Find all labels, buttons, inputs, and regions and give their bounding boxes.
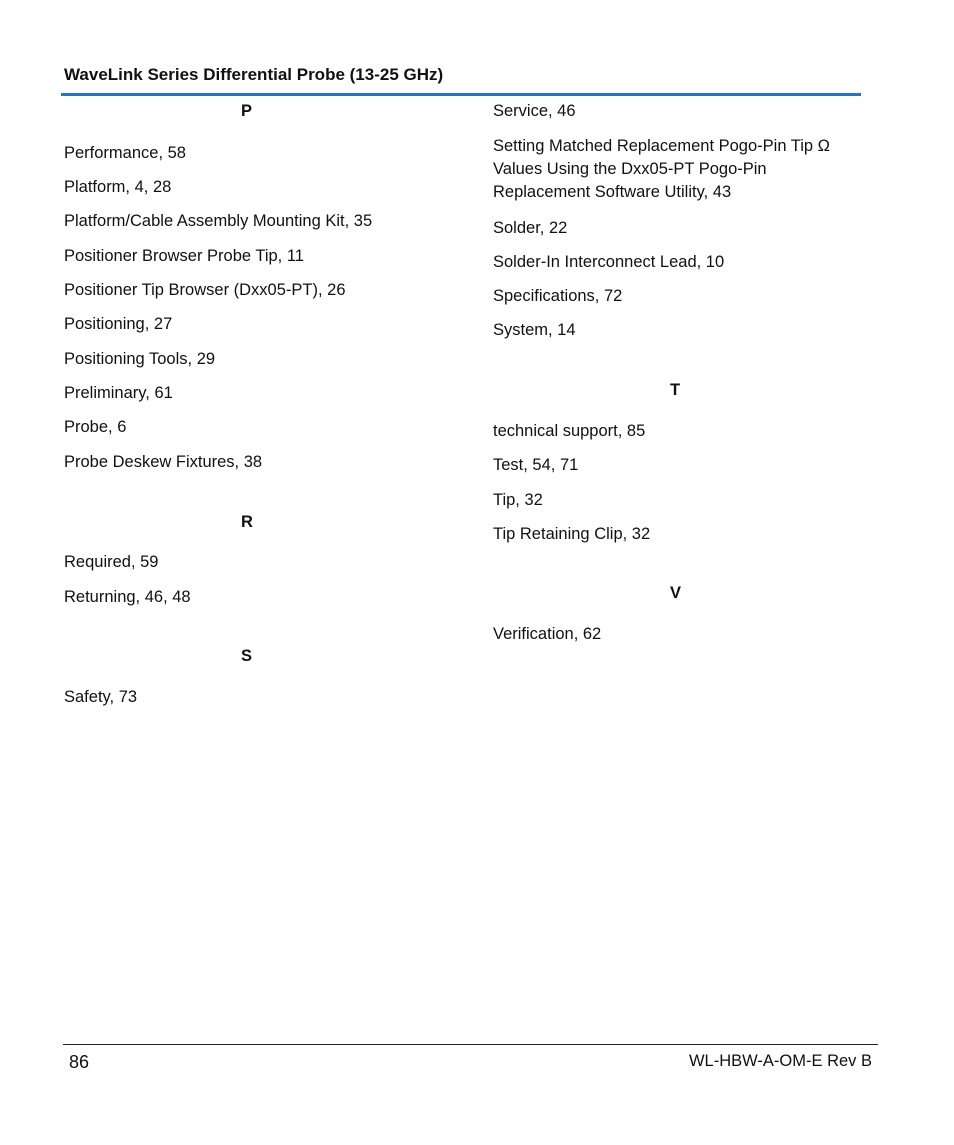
index-entry: Positioner Tip Browser (Dxx05-PT), 26 [64, 281, 346, 299]
index-entry: Returning, 46, 48 [64, 588, 191, 606]
index-entry: Probe, 6 [64, 418, 127, 436]
index-letter-t: T [670, 381, 681, 399]
index-entry: Test, 54, 71 [493, 456, 579, 474]
index-entry: Positioning, 27 [64, 315, 173, 333]
document-code: WL-HBW-A-OM-E Rev B [688, 1052, 872, 1070]
page-number: 86 [69, 1052, 90, 1072]
index-entry: technical support, 85 [493, 422, 646, 440]
index-entry: Positioning Tools, 29 [64, 350, 216, 368]
index-entry: Setting Matched Replacement Pogo-Pin Tip Ω Values Using the Dxx05-PT Pogo-Pin Replacement Software Utility, 43 [493, 137, 831, 201]
index-entry: System, 14 [493, 321, 576, 339]
index-entry: Specifications, 72 [493, 287, 623, 305]
index-letter-r: R [241, 513, 253, 531]
index-entry: Positioner Browser Probe Tip, 11 [64, 247, 304, 265]
index-entry: Required, 59 [64, 553, 159, 571]
index-entry: Service, 46 [493, 102, 576, 120]
index-entry: Verification, 62 [493, 625, 602, 643]
index-entry: Solder-In Interconnect Lead, 10 [493, 253, 725, 271]
header-rule [61, 93, 861, 96]
index-entry: Platform, 4, 28 [64, 178, 172, 196]
index-entry: Performance, 58 [64, 144, 186, 162]
index-entry: Platform/Cable Assembly Mounting Kit, 35 [64, 212, 373, 230]
index-letter-v: V [670, 584, 682, 602]
index-entry: Safety, 73 [64, 688, 138, 706]
index-letter-s: S [241, 647, 253, 665]
index-entry: Preliminary, 61 [64, 384, 173, 402]
index-entry: Solder, 22 [493, 219, 568, 237]
running-header-title: WaveLink Series Differential Probe (13-25 GHz) [64, 65, 444, 84]
footer-rule [63, 1044, 878, 1045]
index-entry: Probe Deskew Fixtures, 38 [64, 453, 263, 471]
index-entry: Tip Retaining Clip, 32 [493, 525, 651, 543]
index-letter-p: P [241, 102, 253, 120]
index-entry: Tip, 32 [493, 491, 543, 509]
